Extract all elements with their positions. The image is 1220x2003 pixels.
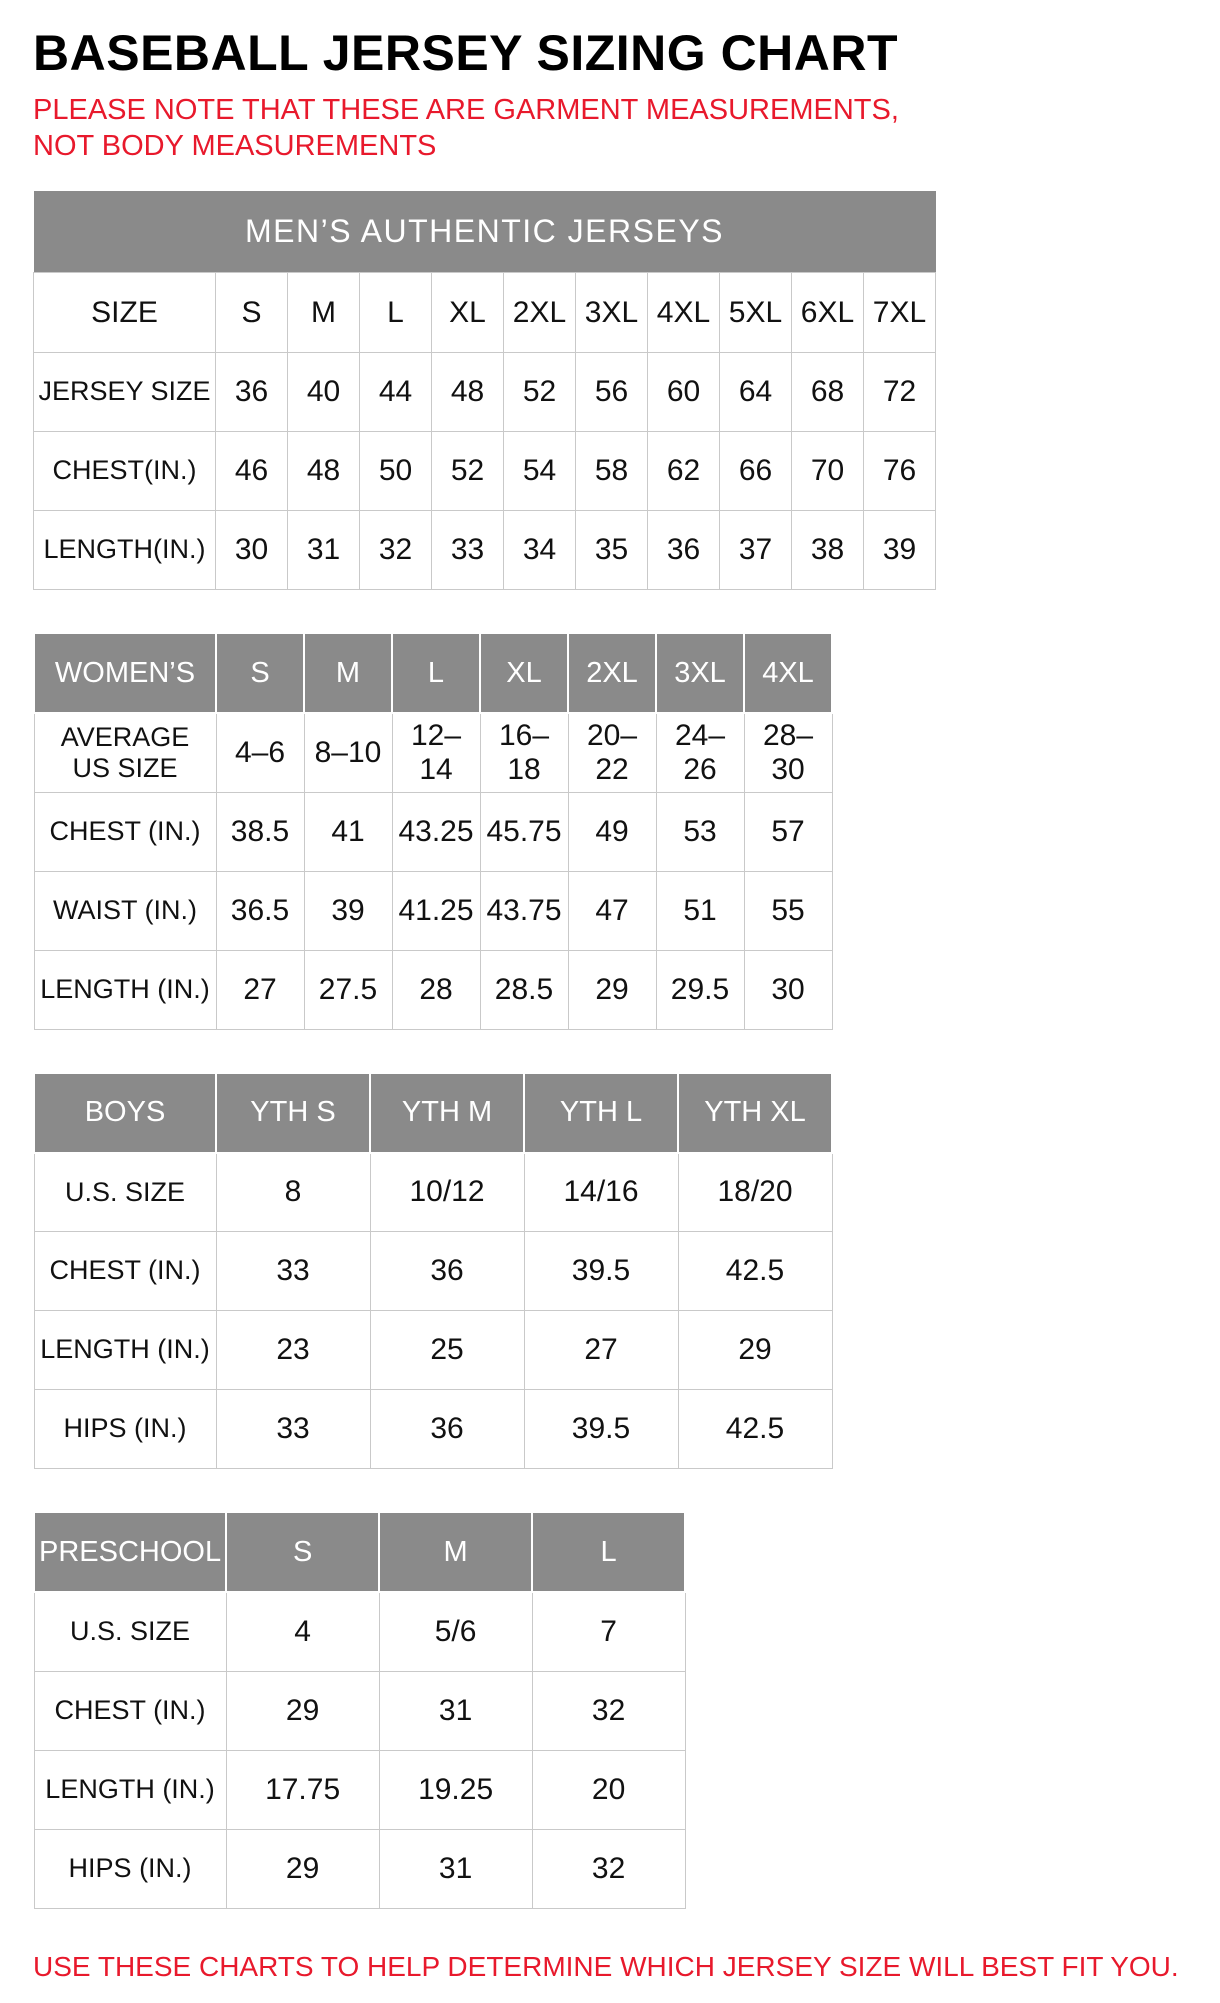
preschool-row-0 (34, 1592, 685, 1671)
mens-value-0-5: 56 (576, 353, 648, 432)
preschool-value-1-2: 32 (532, 1671, 685, 1750)
womens-header-cell-4: XL (480, 633, 568, 713)
mens-value-1-2: 50 (360, 432, 432, 511)
boys-value-1-3: 42.5 (678, 1232, 832, 1311)
boys-value-2-3: 29 (678, 1311, 832, 1390)
preschool-header-cell-1: S (226, 1512, 379, 1592)
womens-value-3-5: 29.5 (656, 950, 744, 1029)
mens-value-0-8: 68 (792, 353, 864, 432)
womens-value-1-6: 57 (744, 792, 832, 871)
boys-row-2 (34, 1311, 832, 1390)
mens-value-2-1: 31 (288, 511, 360, 590)
preschool-header-cell-0: PRESCHOOL (34, 1512, 226, 1592)
womens-value-3-4: 29 (568, 950, 656, 1029)
womens-header-row (34, 633, 832, 713)
mens-row-label-2: LENGTH(IN.) (34, 511, 216, 590)
mens-banner: MEN’S AUTHENTIC JERSEYS (34, 191, 936, 273)
mens-header-cell-1: S (216, 273, 288, 353)
boys-value-2-0: 23 (216, 1311, 370, 1390)
boys-value-2-1: 25 (370, 1311, 524, 1390)
preschool-value-1-1: 31 (379, 1671, 532, 1750)
womens-value-0-0: 4–6 (216, 713, 304, 792)
preschool-value-1-0: 29 (226, 1671, 379, 1750)
mens-banner-row (34, 191, 936, 273)
preschool-value-2-2: 20 (532, 1750, 685, 1829)
boys-value-1-0: 33 (216, 1232, 370, 1311)
mens-value-1-0: 46 (216, 432, 288, 511)
mens-header-cell-2: M (288, 273, 360, 353)
womens-header-cell-1: S (216, 633, 304, 713)
preschool-row-2 (34, 1750, 685, 1829)
womens-value-3-2: 28 (392, 950, 480, 1029)
boys-value-2-2: 27 (524, 1311, 678, 1390)
boys-value-0-1: 10/12 (370, 1153, 524, 1232)
preschool-value-2-1: 19.25 (379, 1750, 532, 1829)
womens-header-cell-7: 4XL (744, 633, 832, 713)
preschool-size-table (33, 1511, 686, 1909)
womens-value-2-5: 51 (656, 871, 744, 950)
boys-row-label-0: U.S. SIZE (34, 1153, 216, 1232)
mens-value-0-3: 48 (432, 353, 504, 432)
mens-header-cell-4: XL (432, 273, 504, 353)
boys-value-1-1: 36 (370, 1232, 524, 1311)
womens-header-cell-2: M (304, 633, 392, 713)
boys-header-cell-3: YTH L (524, 1073, 678, 1153)
preschool-header-row (34, 1512, 685, 1592)
preschool-value-0-0: 4 (226, 1592, 379, 1671)
womens-row-label-3: LENGTH (IN.) (34, 950, 216, 1029)
mens-value-0-6: 60 (648, 353, 720, 432)
mens-value-0-7: 64 (720, 353, 792, 432)
boys-value-3-3: 42.5 (678, 1390, 832, 1469)
boys-value-3-1: 36 (370, 1390, 524, 1469)
mens-value-0-4: 52 (504, 353, 576, 432)
mens-value-2-4: 34 (504, 511, 576, 590)
mens-row-0 (34, 353, 936, 432)
boys-size-table (33, 1072, 833, 1470)
boys-row-label-3: HIPS (IN.) (34, 1390, 216, 1469)
womens-value-2-6: 55 (744, 871, 832, 950)
womens-value-0-5: 24–26 (656, 713, 744, 792)
womens-value-3-6: 30 (744, 950, 832, 1029)
mens-header-cell-3: L (360, 273, 432, 353)
womens-row-3 (34, 950, 832, 1029)
womens-value-1-4: 49 (568, 792, 656, 871)
womens-header-cell-6: 3XL (656, 633, 744, 713)
boys-header-row (34, 1073, 832, 1153)
mens-value-0-1: 40 (288, 353, 360, 432)
preschool-header-cell-2: M (379, 1512, 532, 1592)
womens-value-2-3: 43.75 (480, 871, 568, 950)
womens-row-0 (34, 713, 832, 792)
womens-value-3-1: 27.5 (304, 950, 392, 1029)
mens-row-2 (34, 511, 936, 590)
mens-value-1-8: 70 (792, 432, 864, 511)
mens-value-0-0: 36 (216, 353, 288, 432)
mens-size-table (33, 191, 936, 591)
preschool-value-0-1: 5/6 (379, 1592, 532, 1671)
mens-row-1 (34, 432, 936, 511)
boys-row-1 (34, 1232, 832, 1311)
womens-value-2-1: 39 (304, 871, 392, 950)
womens-value-0-1: 8–10 (304, 713, 392, 792)
mens-header-cell-9: 6XL (792, 273, 864, 353)
womens-value-3-0: 27 (216, 950, 304, 1029)
boys-row-label-2: LENGTH (IN.) (34, 1311, 216, 1390)
womens-value-2-4: 47 (568, 871, 656, 950)
womens-value-1-5: 53 (656, 792, 744, 871)
mens-header-cell-6: 3XL (576, 273, 648, 353)
mens-header-cell-7: 4XL (648, 273, 720, 353)
womens-value-1-3: 45.75 (480, 792, 568, 871)
boys-value-1-2: 39.5 (524, 1232, 678, 1311)
womens-header-cell-5: 2XL (568, 633, 656, 713)
boys-header-cell-1: YTH S (216, 1073, 370, 1153)
preschool-value-3-2: 32 (532, 1829, 685, 1908)
mens-value-2-2: 32 (360, 511, 432, 590)
boys-header-cell-4: YTH XL (678, 1073, 832, 1153)
mens-value-1-1: 48 (288, 432, 360, 511)
mens-value-1-9: 76 (864, 432, 936, 511)
womens-value-0-4: 20–22 (568, 713, 656, 792)
preschool-row-label-2: LENGTH (IN.) (34, 1750, 226, 1829)
mens-header-cell-8: 5XL (720, 273, 792, 353)
mens-value-2-6: 36 (648, 511, 720, 590)
boys-header-cell-2: YTH M (370, 1073, 524, 1153)
boys-row-0 (34, 1153, 832, 1232)
preschool-value-2-0: 17.75 (226, 1750, 379, 1829)
preschool-value-3-1: 31 (379, 1829, 532, 1908)
mens-value-2-8: 38 (792, 511, 864, 590)
mens-value-2-0: 30 (216, 511, 288, 590)
mens-value-2-3: 33 (432, 511, 504, 590)
womens-header-cell-0: WOMEN’S (34, 633, 216, 713)
mens-value-2-7: 37 (720, 511, 792, 590)
mens-value-1-5: 58 (576, 432, 648, 511)
boys-row-label-1: CHEST (IN.) (34, 1232, 216, 1311)
garment-measurement-note: PLEASE NOTE THAT THESE ARE GARMENT MEASUREMENTS, NOT BODY MEASUREMENTS (33, 94, 899, 163)
womens-value-2-0: 36.5 (216, 871, 304, 950)
boys-value-3-0: 33 (216, 1390, 370, 1469)
preschool-header-cell-3: L (532, 1512, 685, 1592)
preschool-row-label-1: CHEST (IN.) (34, 1671, 226, 1750)
womens-value-1-0: 38.5 (216, 792, 304, 871)
boys-value-3-2: 39.5 (524, 1390, 678, 1469)
womens-header-cell-3: L (392, 633, 480, 713)
mens-header-cell-10: 7XL (864, 273, 936, 353)
womens-row-label-1: CHEST (IN.) (34, 792, 216, 871)
size-tables-container (33, 191, 1190, 1909)
preschool-row-1 (34, 1671, 685, 1750)
mens-value-1-6: 62 (648, 432, 720, 511)
womens-row-2 (34, 871, 832, 950)
womens-row-label-2: WAIST (IN.) (34, 871, 216, 950)
womens-row-1 (34, 792, 832, 871)
mens-value-0-2: 44 (360, 353, 432, 432)
mens-value-2-9: 39 (864, 511, 936, 590)
womens-row-label-0: AVERAGE US SIZE (34, 713, 216, 792)
mens-header-cell-5: 2XL (504, 273, 576, 353)
womens-value-1-2: 43.25 (392, 792, 480, 871)
preschool-value-3-0: 29 (226, 1829, 379, 1908)
boys-value-0-0: 8 (216, 1153, 370, 1232)
preschool-row-label-0: U.S. SIZE (34, 1592, 226, 1671)
womens-value-0-6: 28–30 (744, 713, 832, 792)
mens-row-label-0: JERSEY SIZE (34, 353, 216, 432)
mens-value-1-4: 54 (504, 432, 576, 511)
womens-value-0-3: 16–18 (480, 713, 568, 792)
boys-value-0-3: 18/20 (678, 1153, 832, 1232)
preschool-row-label-3: HIPS (IN.) (34, 1829, 226, 1908)
mens-value-0-9: 72 (864, 353, 936, 432)
mens-value-1-7: 66 (720, 432, 792, 511)
boys-header-cell-0: BOYS (34, 1073, 216, 1153)
mens-value-2-5: 35 (576, 511, 648, 590)
womens-value-0-2: 12–14 (392, 713, 480, 792)
mens-value-1-3: 52 (432, 432, 504, 511)
womens-size-table (33, 632, 833, 1030)
mens-header-row (34, 273, 936, 353)
womens-value-3-3: 28.5 (480, 950, 568, 1029)
preschool-value-0-2: 7 (532, 1592, 685, 1671)
footer-note: USE THESE CHARTS TO HELP DETERMINE WHICH JERSEY SIZE WILL BEST FIT YOU. (33, 1950, 1179, 1982)
mens-header-cell-0: SIZE (34, 273, 216, 353)
preschool-row-3 (34, 1829, 685, 1908)
mens-row-label-1: CHEST(IN.) (34, 432, 216, 511)
page-title: BASEBALL JERSEY SIZING CHART (33, 25, 899, 81)
womens-value-2-2: 41.25 (392, 871, 480, 950)
boys-value-0-2: 14/16 (524, 1153, 678, 1232)
boys-row-3 (34, 1390, 832, 1469)
womens-value-1-1: 41 (304, 792, 392, 871)
